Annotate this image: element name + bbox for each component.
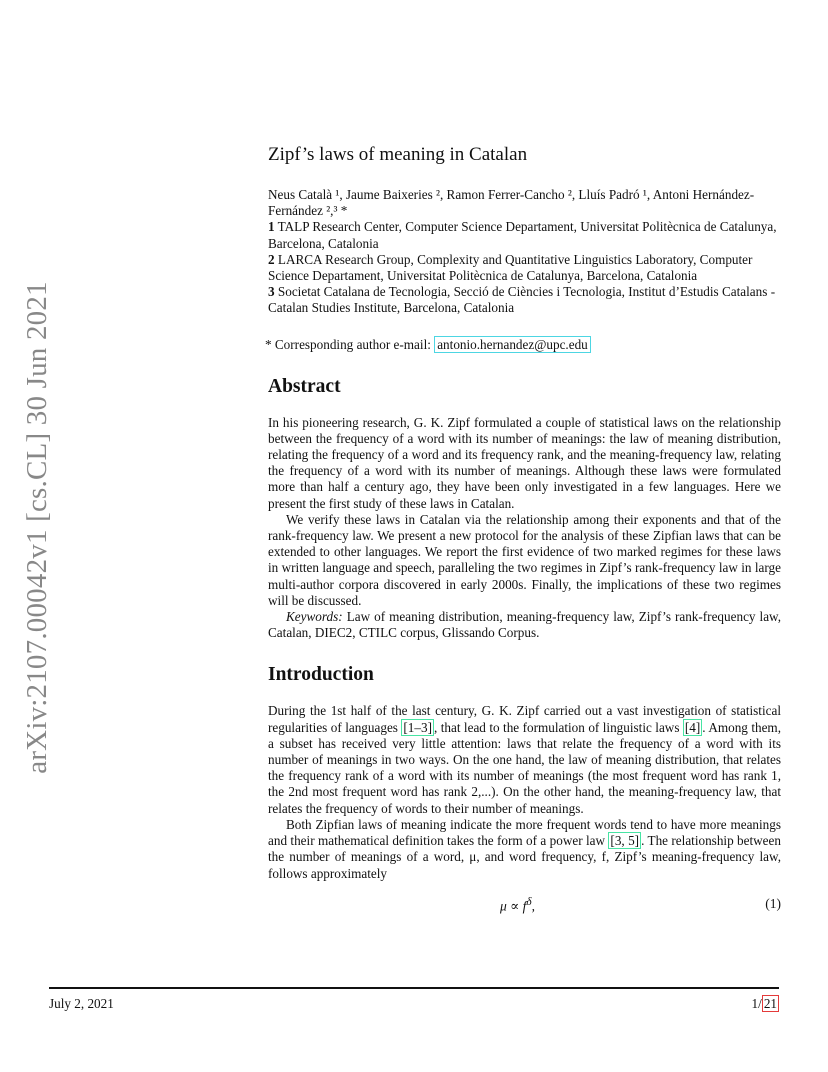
arxiv-identifier-text: arXiv:2107.00042v1 [cs.CL] 30 Jun 2021 bbox=[20, 280, 53, 774]
keywords bbox=[268, 609, 781, 641]
affiliation-3 bbox=[268, 284, 781, 316]
affiliation-text: Societat Catalana de Tecnologia, Secció de Ciències i Tecnologia, Institut d’Estudis Catalans - Catalan Studies Institute, Barcelona, Catalonia bbox=[268, 284, 776, 316]
abstract-body bbox=[268, 415, 781, 642]
text-run: . The relationship between the number of meanings of a word, μ, and word frequency, f, Zipf’s meaning-frequency law, follows approximately bbox=[268, 833, 781, 881]
footer-date: July 2, 2021 bbox=[49, 996, 114, 1011]
author-list: Neus Català ¹, Jaume Baixeries ², Ramon Ferrer-Cancho ², Lluís Padró ¹, Antoni Hernández-Fernández ²,³ * bbox=[268, 187, 755, 219]
abstract-paragraph-2: We verify these laws in Catalan via the relationship among their exponents and that of the rank-frequency law. We present a new protocol for the analysis of these Zipfian laws that can be extended to other languages. We report the first evidence of two marked regimes for these laws in written language and speech, paralleling the two regimes in Zipf’s rank-frequency law in large multi-author corpora discovered in early 2000s. Finally, the implications of these two regimes will be discussed. bbox=[268, 511, 781, 608]
email-link[interactable]: antonio.hernandez@upc.edu bbox=[434, 336, 591, 353]
footer-rule bbox=[49, 987, 779, 989]
page-number bbox=[752, 996, 779, 1012]
abstract-heading: Abstract bbox=[268, 375, 341, 397]
introduction-heading: Introduction bbox=[268, 664, 374, 686]
text-run: Both Zipfian laws of meaning indicate the more frequent words tend to have more meanings and their mathematical definition takes the form of a power law bbox=[268, 816, 781, 849]
affiliation-text: TALP Research Center, Computer Science Departament, Universitat Politècnica de Catalunya, Barcelona, Catalonia bbox=[268, 219, 777, 251]
text-run: , that lead to the formulation of linguistic laws bbox=[433, 719, 683, 735]
equation-base: μ ∝ f bbox=[500, 898, 527, 914]
equation-formula bbox=[500, 896, 535, 915]
page-total-link[interactable]: 21 bbox=[763, 996, 777, 1011]
keywords-label: Keywords: bbox=[286, 609, 343, 625]
page-current: 1/ bbox=[751, 996, 762, 1011]
paper-title: Zipf’s laws of meaning in Catalan bbox=[268, 144, 528, 165]
affiliation-text: LARCA Research Group, Complexity and Quantitative Linguistics Laboratory, Computer Science Departament, Universitat Politècnica de Catalunya, Barcelona, Catalonia bbox=[268, 251, 753, 284]
equation-suffix: , bbox=[531, 898, 536, 914]
equation-exponent: δ bbox=[526, 895, 532, 908]
corresponding-author bbox=[265, 337, 781, 353]
citation-link[interactable]: [1–3] bbox=[403, 719, 432, 735]
affiliation-number: 1 bbox=[268, 219, 275, 235]
arxiv-identifier bbox=[14, 280, 60, 774]
paper-body bbox=[265, 140, 782, 916]
introduction-paragraph-2 bbox=[268, 817, 781, 882]
citation-link[interactable]: [3, 5] bbox=[610, 833, 640, 849]
text-run: . Among them, a subset has received very little attention: laws that relate the frequency of a word with its number of meanings in two ways. On the one hand, the law of meaning distribution, that relates the frequency rank of a word with its number of meanings (the most frequent word has rank 1, the 2nd most frequent word has rank 2,...). On the other hand, the meaning-frequency law, that relates the frequency of words to their number of meanings. bbox=[268, 719, 781, 816]
equation-number: (1) bbox=[765, 895, 781, 911]
affiliation-2 bbox=[268, 252, 781, 284]
keywords-text: Law of meaning distribution, meaning-frequency law, Zipf’s rank-frequency law, Catalan, DIEC2, CTILC corpus, Glissando Corpus. bbox=[268, 609, 782, 641]
affiliation-number: 2 bbox=[268, 251, 275, 267]
corresponding-label: * Corresponding author e-mail: bbox=[265, 336, 431, 352]
text-run: During the 1st half of the last century, G. K. Zipf carried out a vast investigation of statistical regularities of languages bbox=[268, 703, 781, 735]
equation-1 bbox=[268, 896, 781, 916]
introduction-paragraph-1 bbox=[268, 703, 781, 816]
affiliation-number: 3 bbox=[268, 284, 275, 300]
abstract-paragraph-1: In his pioneering research, G. K. Zipf formulated a couple of statistical laws on the relationship between the frequency of a word with its number of meanings: the law of meaning distribution, relating the frequency of a word and its frequency rank, and the meaning-frequency law, relating the frequency of a word with its number of meanings. Although these laws were formulated more than half a century ago, they have been only investigated in a few languages. Here we present the first study of these laws in Catalan. bbox=[268, 414, 781, 511]
citation-link[interactable]: [4] bbox=[684, 719, 701, 735]
introduction-body bbox=[268, 703, 781, 881]
affiliation-1 bbox=[268, 219, 781, 251]
